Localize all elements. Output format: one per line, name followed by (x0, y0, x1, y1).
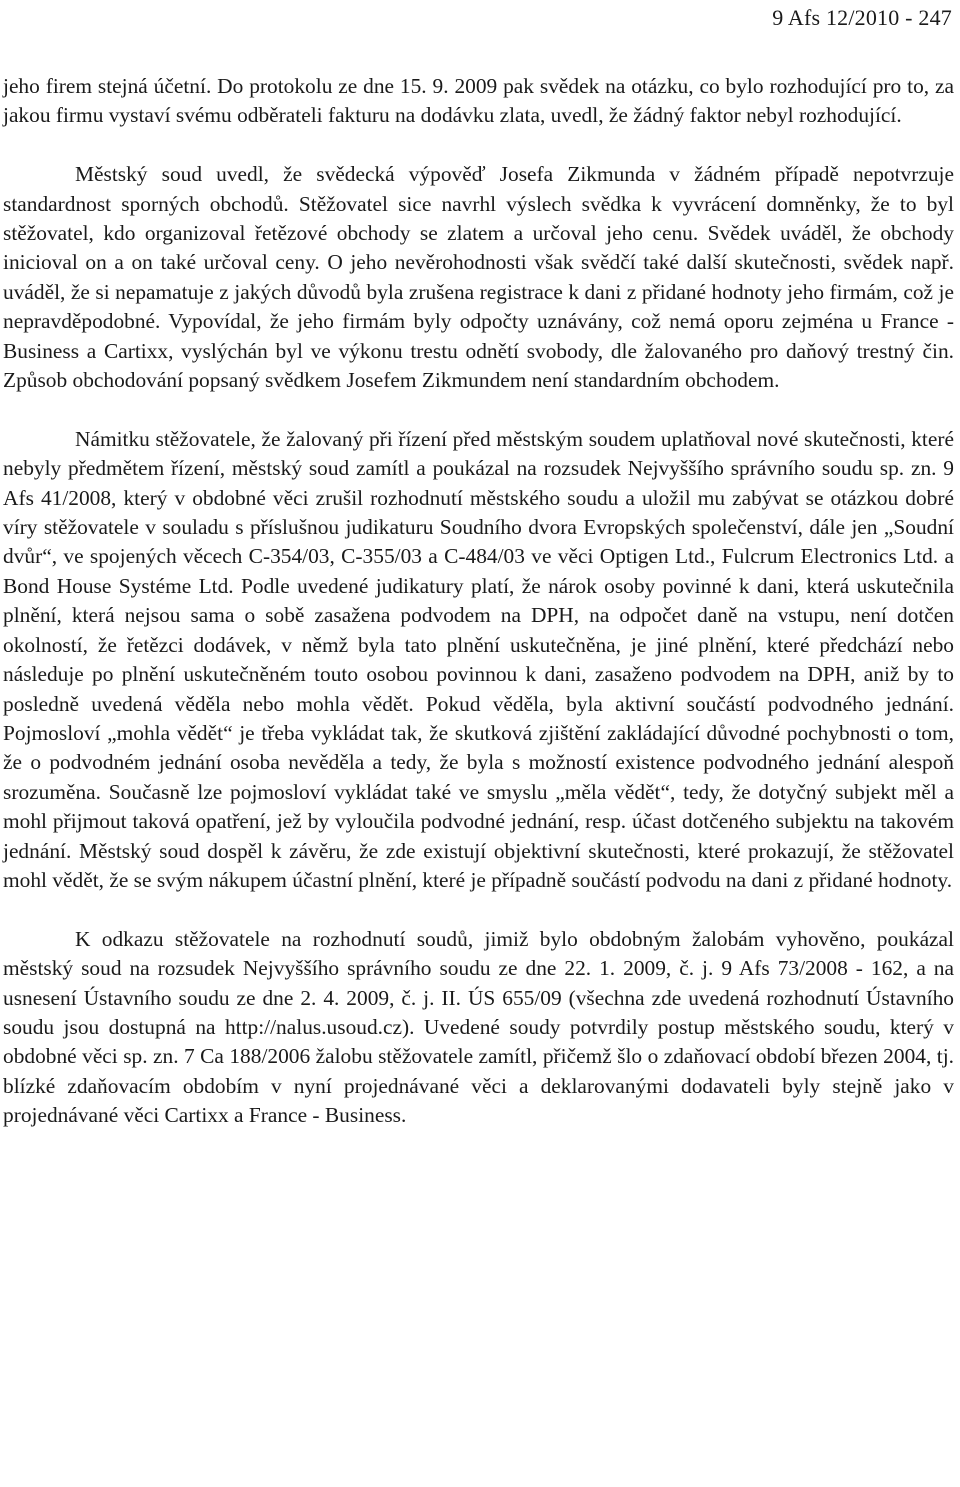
paragraph-new-facts-objection: Námitku stěžovatele, že žalovaný při řízení před městským soudem uplatňoval nové skutečnosti, které nebyly předmětem řízení, městský soud zamítl a poukázal na rozsudek Nejvyššího správního soudu sp. zn. 9 Afs 41/2008, který v obdobné věci zrušil rozhodnutí městského soudu a uložil mu zabývat se otázkou dobré víry stěžovatele v souladu s příslušnou judikaturu Soudního dvora Evropských společenství, dále jen „Soudní dvůr“, ve spojených věcech C-354/03, C-355/03 a C-484/03 ve věci Optigen Ltd., Fulcrum Electronics Ltd. a Bond House Systéme Ltd. Podle uvedené judikatury platí, že nárok osoby povinné k dani, která uskutečnila plnění, která nejsou sama o sobě zasažena podvodem na DPH, na odpočet daně na vstupu, není dotčen okolností, že řetězci dodávek, v němž byla tato plnění uskutečněna, je jiné plnění, které předchází nebo následuje po plnění uskutečněném touto osobou povinnou k dani, zasaženo podvodem na DPH, aniž by to posledně uvedená věděla nebo mohla vědět. Pokud věděla, byla aktivní součástí podvodného jednání. Pojmosloví „mohla vědět“ je třeba vykládat tak, že skutková zjištění zakládající důvodné pochybnosti o tom, že o podvodném jednání osoba nevěděla a tedy, že byla s možností existence podvodného jednání alespoň srozuměna. Současně lze pojmosloví vykládat také ve smyslu „měla vědět“, tedy, že dotyčný subjekt měl a mohl přijmout taková opatření, jež by vyloučila podvodné jednání, resp. účast dotčeného subjektu na takovém jednání. Městský soud dospěl k závěru, že zde existují objektivní skutečnosti, které prokazují, že stěžovatel mohl vědět, že se svým nákupem účastní plnění, které je případně součástí podvodu na dani z přidané hodnoty. (3, 426, 954, 892)
document-body (3, 72, 954, 1131)
paragraph-court-decisions-reference: K odkazu stěžovatele na rozhodnutí soudů, jimiž bylo obdobným žalobám vyhověno, poukázal městský soud na rozsudek Nejvyššího správního soudu ze dne 22. 1. 2009, č. j. 9 Afs 73/2008 - 162, a na usnesení Ústavního soudu ze dne 2. 4. 2009, č. j. II. ÚS 655/09 (všechna zde uvedená rozhodnutí Ústavního soudu jsou dostupná na http://nalus.usoud.cz). Uvedené soudy potvrdily postup městského soudu, který v obdobné věci sp. zn. 7 Ca 188/2006 žalobu stěžovatele zamítl, přičemž šlo o zdaňovací období březen 2004, tj. blízké zdaňovacím obdobím v nyní projednávané věci a deklarovanými dodavateli byly stejně jako v projednávané věci Cartixx a France - Business. (3, 926, 954, 1128)
paragraph-continuation: jeho firem stejná účetní. Do protokolu ze dne 15. 9. 2009 pak svědek na otázku, co bylo rozhodující pro to, za jakou firmu vystaví svému odběrateli fakturu na dodávku zlata, uvedl, že žádný faktor nebyl rozhodující. (3, 74, 954, 128)
case-number-header: 9 Afs 12/2010 - 247 (772, 5, 952, 30)
paragraph-witness-testimony: Městský soud uvedl, že svědecká výpověď Josefa Zikmunda v žádném případě nepotvrzuje standardnost sporných obchodů. Stěžovatel sice navrhl výslech svědka k vyvrácení domněnky, že to byl stěžovatel, kdo organizoval řetězové obchody se zlatem a určoval jeho cenu. Svědek uváděl, že obchody inicioval on a on také určoval ceny. O jeho nevěrohodnosti však svědčí také další skutečnosti, svědek např. uváděl, že si nepamatuje z jakých důvodů byla zrušena registrace k dani z přidané hodnoty jeho firmám, což je nepravděpodobné. Vypovídal, že jeho firmám byly odpočty uznávány, což nemá oporu zejména u France - Business a Cartixx, vyslýchán byl ve výkonu trestu odnětí svobody, dle žalovaného pro daňový trestný čin. Způsob obchodování popsaný svědkem Josefem Zikmundem není standardním obchodem. (3, 162, 954, 393)
